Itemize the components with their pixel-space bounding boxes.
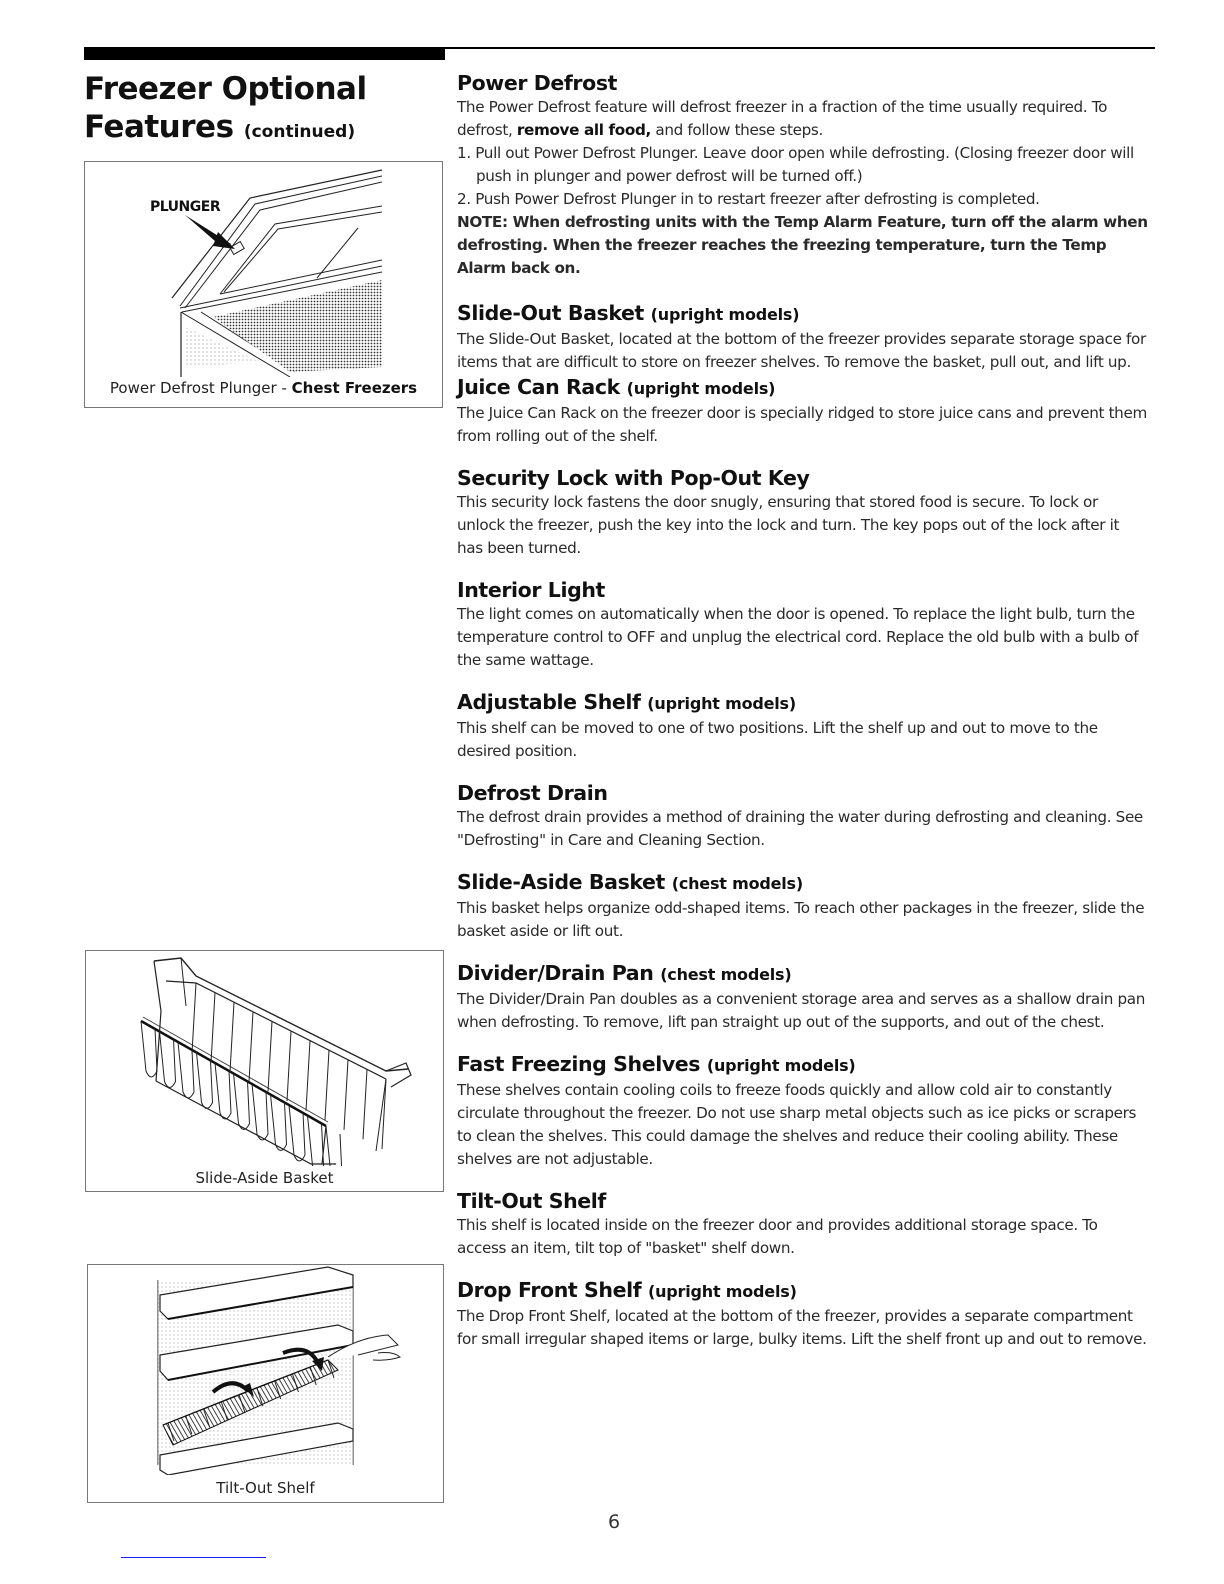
section-heading xyxy=(457,1051,1149,1079)
heading-qualifier: (chest models) xyxy=(671,874,803,893)
figure-caption xyxy=(86,1169,443,1187)
basket-front-wire xyxy=(234,1074,250,1130)
basket-back-wire xyxy=(287,1031,291,1101)
section-heading xyxy=(457,374,1149,402)
section-heading xyxy=(457,869,1149,897)
section-body: These shelves contain cooling coils to freeze foods quickly and allow cold air to constantly circulate throughout the freezer. Do not use sharp metal objects such as ice picks or scrapers to clean the shelves. This could damage the shelves and reduce their cooling ability. These shelves are not adjustable. xyxy=(457,1081,1137,1168)
section-heading xyxy=(457,465,1149,491)
section-body: The Slide-Out Basket, located at the bottom of the freezer provides separate storage space for items that are difficult to store on freezer shelves. To remove the basket, pull out, and lift up. xyxy=(457,330,1146,371)
section-fast-freezing-shelves xyxy=(457,1051,1149,1171)
heading-qualifier: (upright models) xyxy=(650,305,800,324)
basket-front-wire xyxy=(197,1053,213,1109)
section-body: This shelf can be moved to one of two positions. Lift the shelf up and out to move to the desired position. xyxy=(457,719,1098,760)
basket-front-wire xyxy=(271,1095,287,1151)
caption-text: Tilt-Out Shelf xyxy=(216,1479,315,1497)
basket-back-wire xyxy=(249,1012,253,1082)
figure-power-defrost-plunger xyxy=(84,161,443,408)
section-heading xyxy=(457,1188,1149,1214)
heading-text: Power Defrost xyxy=(457,71,618,95)
list-item: 2. Push Power Defrost Plunger in to restart freezer after defrosting is completed. xyxy=(457,190,1040,208)
section-body xyxy=(457,96,1149,142)
heading-qualifier: (upright models) xyxy=(626,379,776,398)
section-heading xyxy=(457,689,1149,717)
heading-text: Slide-Out Basket xyxy=(457,301,644,325)
section-heading xyxy=(457,577,1149,603)
section-heading xyxy=(457,780,1149,806)
heading-qualifier: (upright models) xyxy=(648,1282,797,1301)
caption-text: Power Defrost Plunger - xyxy=(109,379,292,397)
basket-back-wire xyxy=(268,1021,272,1091)
basket-back-wire xyxy=(382,1079,386,1149)
heading-qualifier: (upright models) xyxy=(647,694,796,713)
section-power-defrost xyxy=(457,70,1149,280)
basket-back-wire xyxy=(325,1050,329,1120)
basket-front-wire xyxy=(215,1063,231,1119)
figure-tilt-out-shelf xyxy=(87,1264,444,1503)
features-content xyxy=(457,70,1149,1351)
heading-text: Slide-Aside Basket xyxy=(457,870,665,894)
heading-text: Fast Freezing Shelves xyxy=(457,1052,701,1076)
basket-back-wire xyxy=(344,1060,348,1130)
page-title-line1: Freezer Optional xyxy=(84,71,367,107)
page-title xyxy=(84,70,367,151)
figure-slide-aside-basket xyxy=(85,950,444,1192)
basket-back-wire xyxy=(306,1041,310,1111)
footer-link-underline[interactable] xyxy=(121,1557,266,1558)
heading-text: Adjustable Shelf xyxy=(457,690,641,714)
section-heading xyxy=(457,1277,1149,1305)
section-interior-light xyxy=(457,577,1149,672)
basket-back-wire xyxy=(230,1002,234,1072)
section-body: This security lock fastens the door snugly, ensuring that stored food is secure. To lock or unlock the freezer, push the key into the lock and turn. The key pops out of the lock after it has been turned. xyxy=(457,493,1120,557)
section-body: The Drop Front Shelf, located at the bottom of the freezer, provides a separate compartment for small irregular shaped items or large, bulky items. Lift the shelf front up and out to remove. xyxy=(457,1307,1147,1348)
basket-back-wire xyxy=(211,993,215,1063)
heading-text: Interior Light xyxy=(457,578,605,602)
section-heading xyxy=(457,300,1149,328)
body-text: and follow these steps. xyxy=(650,121,823,139)
basket-back-wire xyxy=(363,1069,367,1139)
section-drop-front-shelf xyxy=(457,1277,1149,1351)
section-security-lock xyxy=(457,465,1149,560)
basket-back-wire xyxy=(192,983,196,1053)
section-body: This basket helps organize odd-shaped items. To reach other packages in the freezer, slide the basket aside or lift out. xyxy=(457,899,1145,940)
section-tilt-out-shelf xyxy=(457,1188,1149,1260)
heading-qualifier: (upright models) xyxy=(706,1056,856,1075)
heading-text: Defrost Drain xyxy=(457,781,608,805)
basket-front-wire xyxy=(289,1105,305,1161)
section-body: The defrost drain provides a method of draining the water during defrosting and cleaning. See "Defrosting" in Care and Cleaning Section. xyxy=(457,808,1143,849)
header-rule-thin xyxy=(444,47,1155,49)
heading-text: Divider/Drain Pan xyxy=(457,961,654,985)
heading-qualifier: (chest models) xyxy=(660,965,792,984)
door-shelf-illustration xyxy=(88,1265,443,1475)
page-title-suffix: (continued) xyxy=(243,122,356,142)
defrost-steps-list xyxy=(457,142,1149,211)
page-number: 6 xyxy=(608,1511,621,1533)
header-rule-thick xyxy=(84,47,445,60)
section-body: This shelf is located inside on the freezer door and provides additional storage space. To access an item, tilt top of "basket" shelf down. xyxy=(457,1216,1098,1257)
section-juice-can-rack xyxy=(457,374,1149,448)
figure-caption xyxy=(85,379,442,397)
heading-text: Security Lock with Pop-Out Key xyxy=(457,466,810,490)
basket-front-wire xyxy=(252,1084,268,1140)
plunger-callout-label: PLUNGER xyxy=(150,199,221,215)
caption-bold-text: Chest Freezers xyxy=(291,379,418,397)
figure-caption xyxy=(88,1479,443,1497)
basket-front-wire xyxy=(178,1042,194,1098)
body-text: The Power Defrost feature will defrost freezer in a fraction of the time usually required. To defrost, xyxy=(457,98,1108,139)
basket-front-wire xyxy=(141,1021,157,1077)
heading-text: Juice Can Rack xyxy=(457,375,620,399)
basket-front-wire xyxy=(326,1126,342,1166)
section-heading xyxy=(457,70,1149,96)
note-text: NOTE: When defrosting units with the Temp Alarm Feature, turn off the alarm when defrosting. When the freezer reaches the freezing temperature, turn the Temp Alarm back on. xyxy=(457,213,1148,277)
caption-text: Slide-Aside Basket xyxy=(195,1169,334,1187)
wire-basket-illustration xyxy=(86,951,443,1166)
section-defrost-drain xyxy=(457,780,1149,852)
section-body: The Divider/Drain Pan doubles as a convenient storage area and serves as a shallow drain pan when defrosting. To remove, lift pan straight up out of the supports, and out of the chest. xyxy=(457,990,1146,1031)
basket-front-wire xyxy=(160,1032,176,1088)
page-title-line2: Features xyxy=(84,109,234,145)
section-body: The light comes on automatically when the door is opened. To replace the light bulb, turn the temperature control to OFF and unplug the electrical cord. Replace the old bulb with a bulb of the same wattage. xyxy=(457,605,1139,669)
section-slide-out-basket xyxy=(457,300,1149,374)
heading-text: Drop Front Shelf xyxy=(457,1278,642,1302)
section-body: The Juice Can Rack on the freezer door is specially ridged to store juice cans and prevent them from rolling out of the shelf. xyxy=(457,404,1147,445)
heading-text: Tilt-Out Shelf xyxy=(457,1189,606,1213)
section-adjustable-shelf xyxy=(457,689,1149,763)
section-heading xyxy=(457,960,1149,988)
chest-freezer-illustration xyxy=(85,162,442,377)
body-bold-text: remove all food, xyxy=(516,121,651,139)
list-item: 1. Pull out Power Defrost Plunger. Leave door open while defrosting. (Closing freezer door will push in plunger and power defrost will be turned off.) xyxy=(457,144,1134,185)
section-slide-aside-basket xyxy=(457,869,1149,943)
section-divider-drain-pan xyxy=(457,960,1149,1034)
